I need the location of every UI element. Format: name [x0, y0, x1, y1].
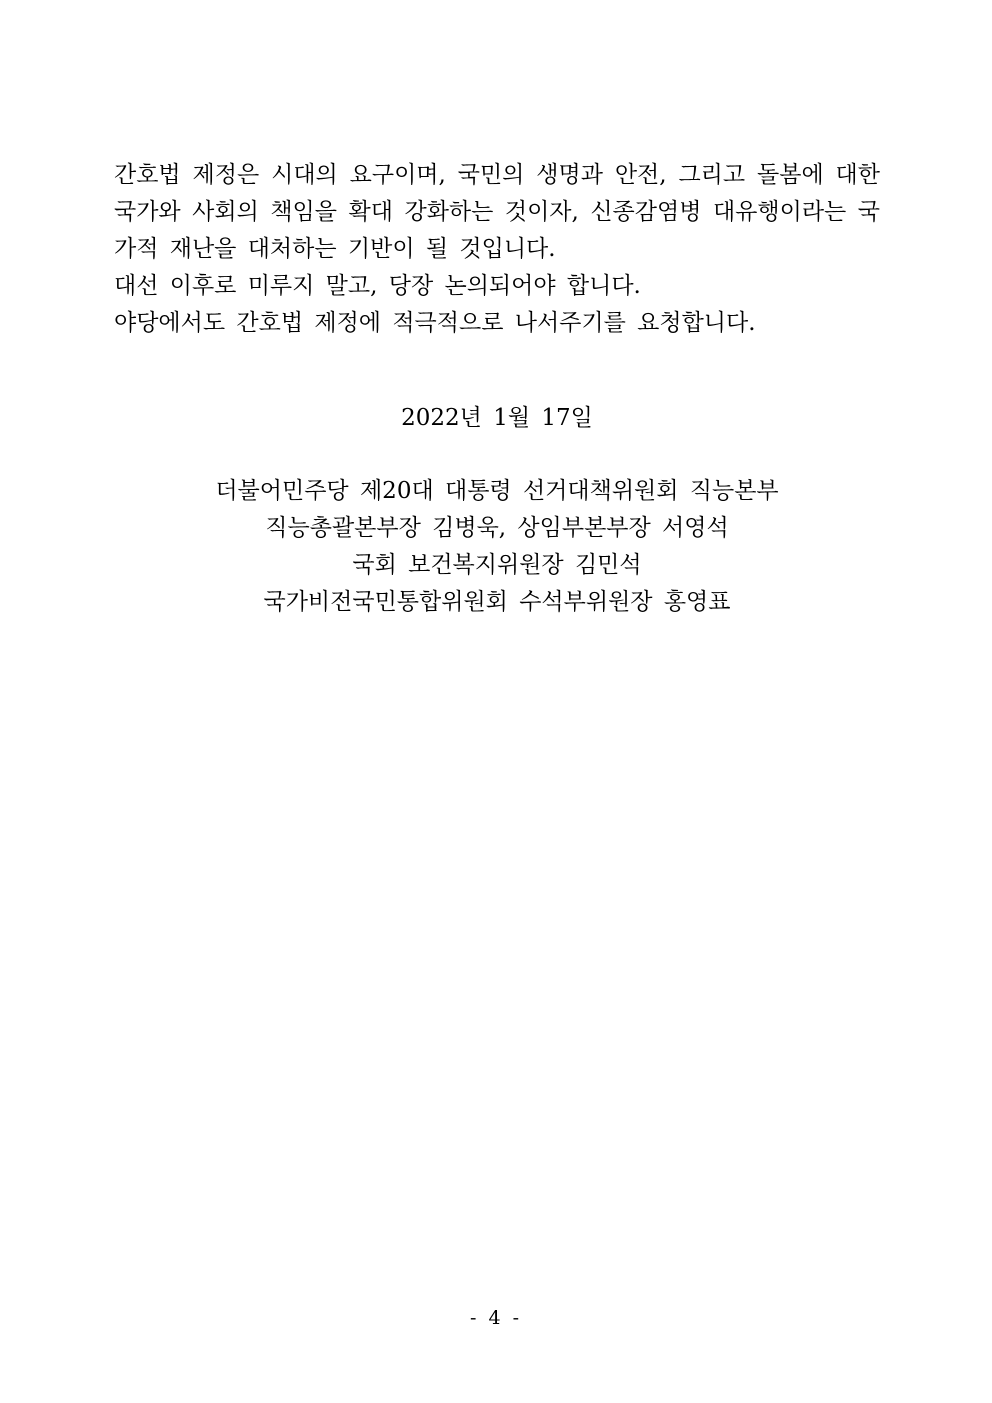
signature-line-health-welfare-chair: 국회 보건복지위원장 김민석	[352, 552, 642, 578]
paragraph-opposition-request: 야당에서도 간호법 제정에 적극적으로 나서주기를 요청합니다.	[114, 310, 756, 336]
signature-line-unity-committee: 국가비전국민통합위원회 수석부위원장 홍영표	[263, 589, 731, 615]
paragraph-discussion-demand: 대선 이후로 미루지 말고, 당장 논의되어야 합니다.	[114, 273, 641, 299]
signature-line-heads: 직능총괄본부장 김병욱, 상임부본부장 서영석	[265, 515, 729, 541]
page-number: - 4 -	[469, 1307, 522, 1329]
date-line: 2022년 1월 17일	[401, 405, 593, 431]
document-body	[114, 157, 880, 621]
signature-block	[114, 473, 880, 621]
paragraph-nursing-act-statement: 간호법 제정은 시대의 요구이며, 국민의 생명과 안전, 그리고 돌봄에 대한 국가와 사회의 책임을 확대 강화하는 것이자, 신종감염병 대유행이라는 국가적 재난을 대처하는 기반이 될 것입니다.	[114, 162, 880, 262]
signature-line-committee: 더불어민주당 제20대 대통령 선거대책위원회 직능본부	[215, 478, 779, 504]
